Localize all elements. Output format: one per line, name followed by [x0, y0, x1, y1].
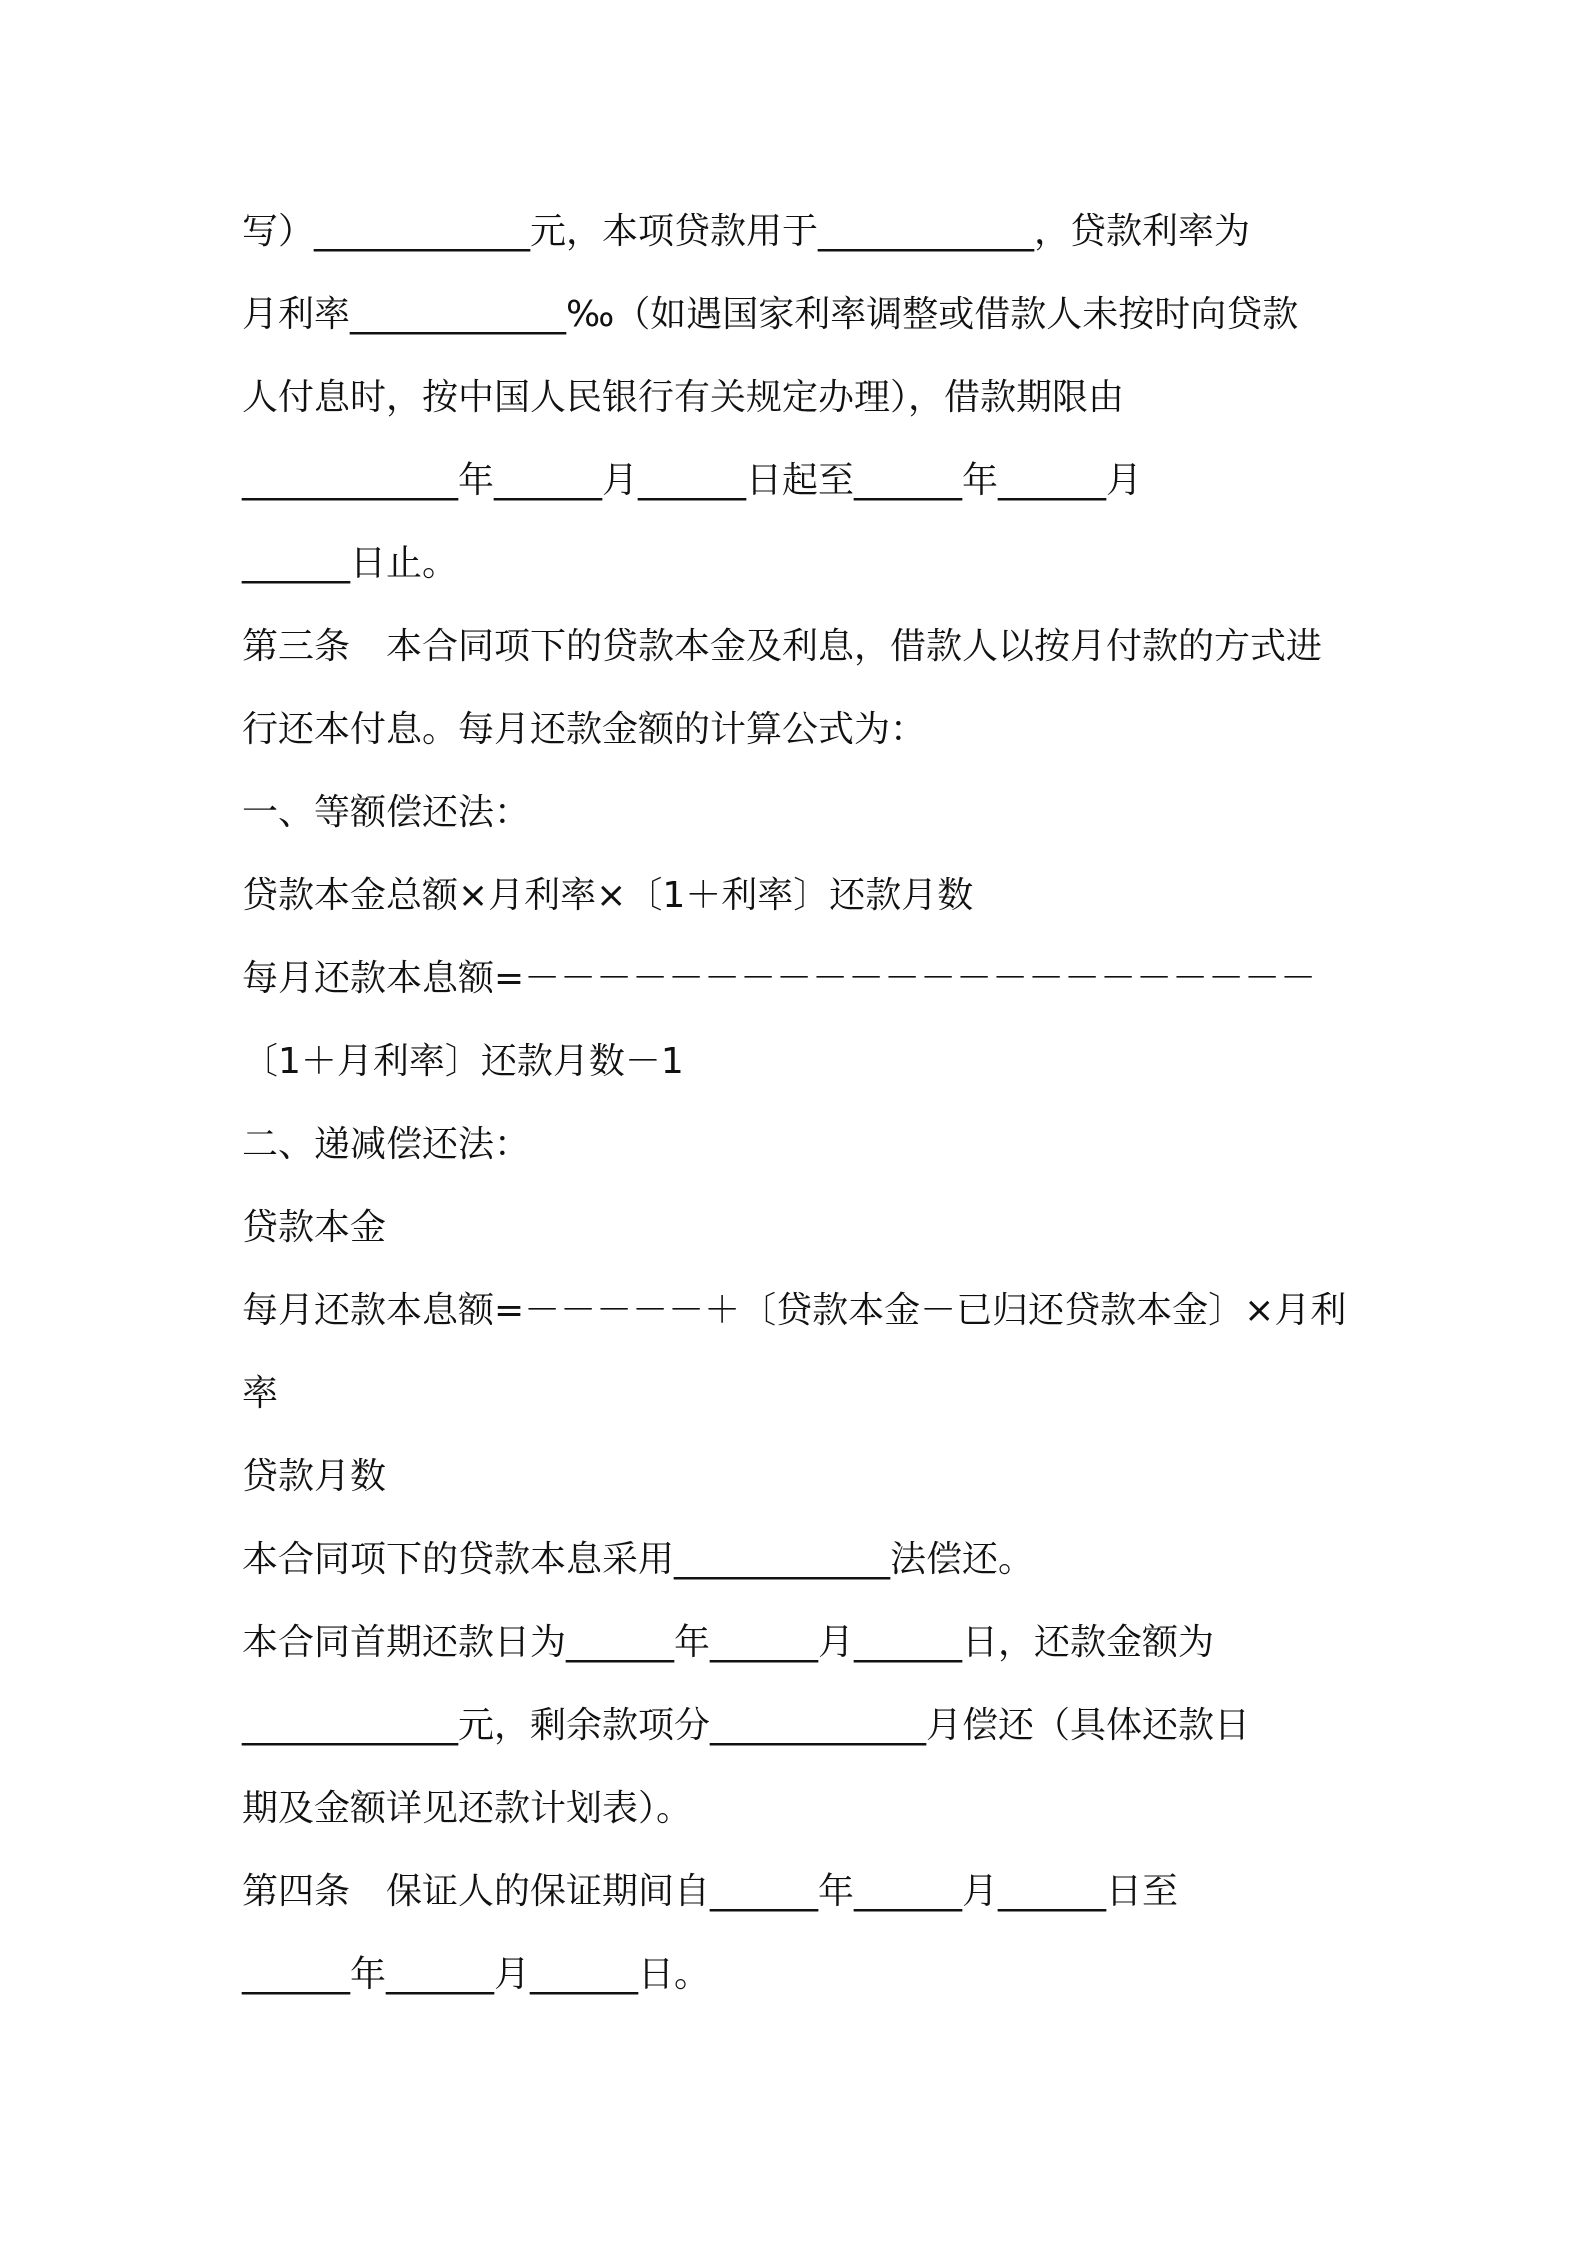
text-line: 人付息时，按中国人民银行有关规定办理），借款期限由 — [242, 377, 1125, 418]
formula-numerator: 贷款本金总额×月利率×〔1＋利率〕还款月数 — [242, 875, 974, 916]
formula-denominator: 〔1＋月利率〕还款月数－1 — [242, 1041, 684, 1082]
method-1-heading: 一、等额偿还法： — [242, 792, 531, 833]
article-4-heading-line: 第四条 保证人的保证期间自______年______月______日至 — [242, 1871, 1179, 1912]
contract-text — [242, 196, 1362, 2022]
text-line: ____________年______月______日起至______年______月 — [242, 460, 1143, 501]
formula-denominator: 贷款月数 — [242, 1456, 387, 1497]
method-2-heading: 二、递减偿还法： — [242, 1124, 531, 1165]
text-line: ______日止。 — [242, 543, 459, 584]
formula-line: 每月还款本息额=－－－－－＋〔贷款本金－已归还贷款本金〕×月利 — [242, 1290, 1347, 1331]
formula-line: 每月还款本息额=－－－－－－－－－－－－－－－－－－－－－－ — [242, 958, 1317, 999]
text-line: 本合同项下的贷款本息采用____________法偿还。 — [242, 1539, 1035, 1580]
text-line: 本合同首期还款日为______年______月______日，还款金额为 — [242, 1622, 1215, 1663]
text-line: 写）____________元，本项贷款用于____________，贷款利率为 — [242, 211, 1251, 252]
text-line: ______年______月______日。 — [242, 1954, 711, 1995]
text-line: 行还本付息。每月还款金额的计算公式为： — [242, 709, 927, 750]
text-line: 率 — [242, 1373, 279, 1414]
formula-numerator: 贷款本金 — [242, 1207, 387, 1248]
text-line: 月利率____________‰（如遇国家利率调整或借款人未按时向贷款 — [242, 294, 1299, 335]
text-line: 期及金额详见还款计划表）。 — [242, 1788, 693, 1829]
article-3-heading-line: 第三条 本合同项下的贷款本金及利息，借款人以按月付款的方式进 — [242, 626, 1323, 667]
text-line: ____________元，剩余款项分____________月偿还（具体还款日 — [242, 1705, 1251, 1746]
